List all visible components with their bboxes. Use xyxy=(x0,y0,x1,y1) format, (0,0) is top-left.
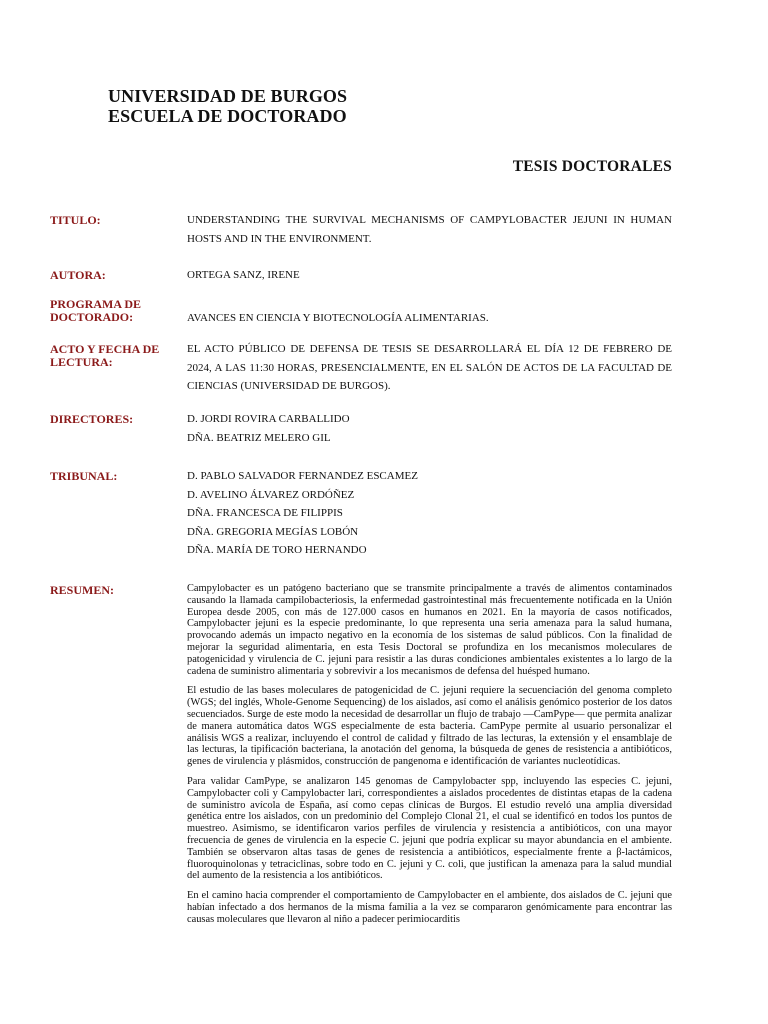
autora-value: ORTEGA SANZ, IRENE xyxy=(187,269,300,281)
resumen-body xyxy=(187,583,672,934)
acto-label: ACTO Y FECHA DE LECTURA: xyxy=(50,342,160,369)
resumen-paragraph: El estudio de las bases moleculares de patogenicidad de C. jejuni requiere la secuenciación del genoma completo (WGS; del inglés, Whole-Genome Sequencing) de los aislados, así como el análisis genómico posterior de los datos secuenciados. Surge de este modo la necesidad de desarrollar un flujo de trabajo —CamPype— que permita analizar de manera automática datos WGS especialmente de esta bacteria. CamPype permite al usuario personalizar el análisis WGS a realizar, incluyendo el control de calidad y filtrado de las lecturas, la extensión y el ensamblaje de las lecturas, la tipificación bacteriana, la anotación del genoma, la búsqueda de genes de resistencia a antibióticos, genes de virulencia y plásmidos, construcción de pangenoma e identificación de variantes nucleotídicas. xyxy=(187,685,672,768)
tribunal-member: DÑA. GREGORIA MEGÍAS LOBÓN xyxy=(187,525,359,538)
acto-value: EL ACTO PÚBLICO DE DEFENSA DE TESIS SE DESARROLLARÁ EL DÍA 12 DE FEBRERO DE 2024, A LAS 11:30 HORAS, PRESENCIALMENTE, EN EL SALÓN DE ACTOS DE LA FACULTAD DE CIENCIAS (UNIVERSIDAD DE BURGOS). xyxy=(187,343,672,392)
institution-header xyxy=(108,86,347,126)
tribunal-list xyxy=(187,467,672,560)
university-name: UNIVERSIDAD DE BURGOS xyxy=(108,86,348,106)
section-title: TESIS DOCTORALES xyxy=(512,158,672,175)
resumen-paragraph: En el camino hacia comprender el comportamiento de Campylobacter en el ambiente, dos aislados de C. jejuni que habían infectado a dos hermanos de la misma familia a la vez se compararon genómicamente para encontrar las causas moleculares que llevaron al niño a padecer perimiocarditis xyxy=(187,890,672,925)
tribunal-member: D. AVELINO ÁLVAREZ ORDÓÑEZ xyxy=(187,488,355,501)
tribunal-member: DÑA. MARÍA DE TORO HERNANDO xyxy=(187,544,367,556)
autora-label: AUTORA: xyxy=(50,268,106,282)
director-name: D. JORDI ROVIRA CARBALLIDO xyxy=(187,413,350,425)
tribunal-member: DÑA. FRANCESCA DE FILIPPIS xyxy=(187,507,343,519)
resumen-paragraph: Campylobacter es un patógeno bacteriano que se transmite principalmente a través de alimentos contaminados causando la llamada campilobacteriosis, la enfermedad gastrointestinal más frecuentemente notificada en la Unión Europea desde 2005, con más de 127.000 casos en humanos en 2021. En la mayoría de casos notificados, Campylobacter jejuni es la especie predominante, lo que representa una seria amenaza para la salud humana, provocando además un impacto negativo en la economía de los sistemas de salud públicos. Con la finalidad de mejorar la seguridad alimentaria, en esta Tesis Doctoral se profundiza en los mecanismos moleculares de patogenicidad y virulencia de C. jejuni para resistir a las duras condiciones ambientales existentes a lo largo de la cadena de suministro alimentaria y sobrevivir a los mecanismos de defensa del huésped humano. xyxy=(187,583,672,677)
directores-label: DIRECTORES: xyxy=(50,412,134,426)
titulo-label: TITULO: xyxy=(50,213,101,227)
school-name: ESCUELA DE DOCTORADO xyxy=(108,106,347,126)
directores-list xyxy=(187,410,672,447)
tribunal-label: TRIBUNAL: xyxy=(50,469,118,483)
director-name: DÑA. BEATRIZ MELERO GIL xyxy=(187,431,331,444)
programa-label: PROGRAMA DE DOCTORADO: xyxy=(50,297,141,324)
titulo-value: UNDERSTANDING THE SURVIVAL MECHANISMS OF CAMPYLOBACTER JEJUNI IN HUMAN HOSTS AND IN THE ENVIRONMENT. xyxy=(187,214,672,245)
resumen-label: RESUMEN: xyxy=(50,583,115,597)
tribunal-member: D. PABLO SALVADOR FERNANDEZ ESCAMEZ xyxy=(187,470,418,482)
programa-value: AVANCES EN CIENCIA Y BIOTECNOLOGÍA ALIMENTARIAS. xyxy=(187,312,489,324)
resumen-paragraph: Para validar CamPype, se analizaron 145 genomas de Campylobacter spp, incluyendo las especies C. jejuni, Campylobacter coli y Campylobacter lari, correspondientes a aislados procedentes de distintas etapas de la cadena de suministro avícola de España, así como cepas clínicas de Burgos. El estudio reveló una amplia diversidad genética entre los aislados, con un predominio del Complejo Clonal 21, el cual se identificó en todos los puntos de muestreo. Asimismo, se identificaron varios perfiles de virulencia y resistencia a antibióticos, con una mayor frecuencia de genes de virulencia en la especie C. jejuni que podría explicar su mayor abundancia en el ambiente. También se observaron altas tasas de genes de resistencia a antibióticos, especialmente frente a β-lactámicos, fluoroquinolonas y tetraciclinas, sobre todo en C. jejuni y C. coli, que justifican la amenaza para la salud mundial del aumento de la resistencia a los antibióticos. xyxy=(187,775,672,882)
